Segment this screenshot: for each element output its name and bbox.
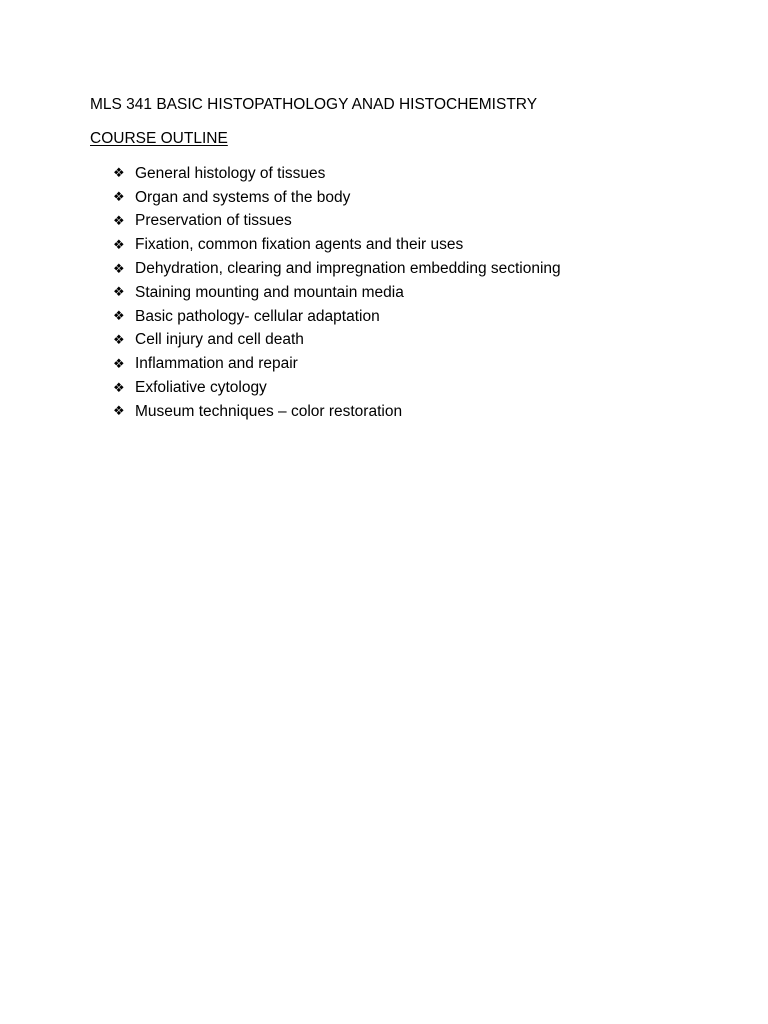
list-item-text: Museum techniques – color restoration (135, 402, 403, 420)
four-diamond-bullet-icon: ❖ (113, 213, 125, 229)
list-item (113, 186, 561, 210)
list-item-text: Staining mounting and mountain media (135, 283, 404, 301)
list-item-text: Fixation, common fixation agents and their uses (135, 236, 464, 254)
four-diamond-bullet-icon: ❖ (113, 309, 125, 325)
four-diamond-bullet-icon: ❖ (113, 261, 125, 277)
list-item-text: Inflammation and repair (135, 355, 298, 373)
list-item (113, 400, 561, 424)
four-diamond-bullet-icon: ❖ (113, 356, 125, 372)
list-item (113, 305, 561, 329)
list-item-text: General histology of tissues (135, 164, 326, 182)
list-item (113, 257, 561, 281)
list-item-text: Preservation of tissues (135, 212, 292, 230)
list-item (113, 376, 561, 400)
document-title: MLS 341 BASIC HISTOPATHOLOGY ANAD HISTOCHEMISTRY (90, 96, 538, 113)
list-item (113, 281, 561, 305)
list-item (113, 233, 561, 257)
list-item-text: Dehydration, clearing and impregnation embedding sectioning (135, 260, 561, 278)
four-diamond-bullet-icon: ❖ (113, 237, 125, 253)
four-diamond-bullet-icon: ❖ (113, 332, 125, 348)
list-item-text: Exfoliative cytology (135, 379, 267, 397)
four-diamond-bullet-icon: ❖ (113, 285, 125, 301)
list-item (113, 352, 561, 376)
four-diamond-bullet-icon: ❖ (113, 404, 125, 420)
course-outline-list (113, 162, 561, 424)
four-diamond-bullet-icon: ❖ (113, 380, 125, 396)
four-diamond-bullet-icon: ❖ (113, 166, 125, 182)
list-item-text: Organ and systems of the body (135, 188, 351, 206)
section-heading: COURSE OUTLINE (90, 130, 228, 147)
list-item-text: Basic pathology- cellular adaptation (135, 307, 380, 325)
list-item (113, 329, 561, 353)
list-item (113, 210, 561, 234)
list-item-text: Cell injury and cell death (135, 331, 304, 349)
four-diamond-bullet-icon: ❖ (113, 190, 125, 206)
list-item (113, 162, 561, 186)
